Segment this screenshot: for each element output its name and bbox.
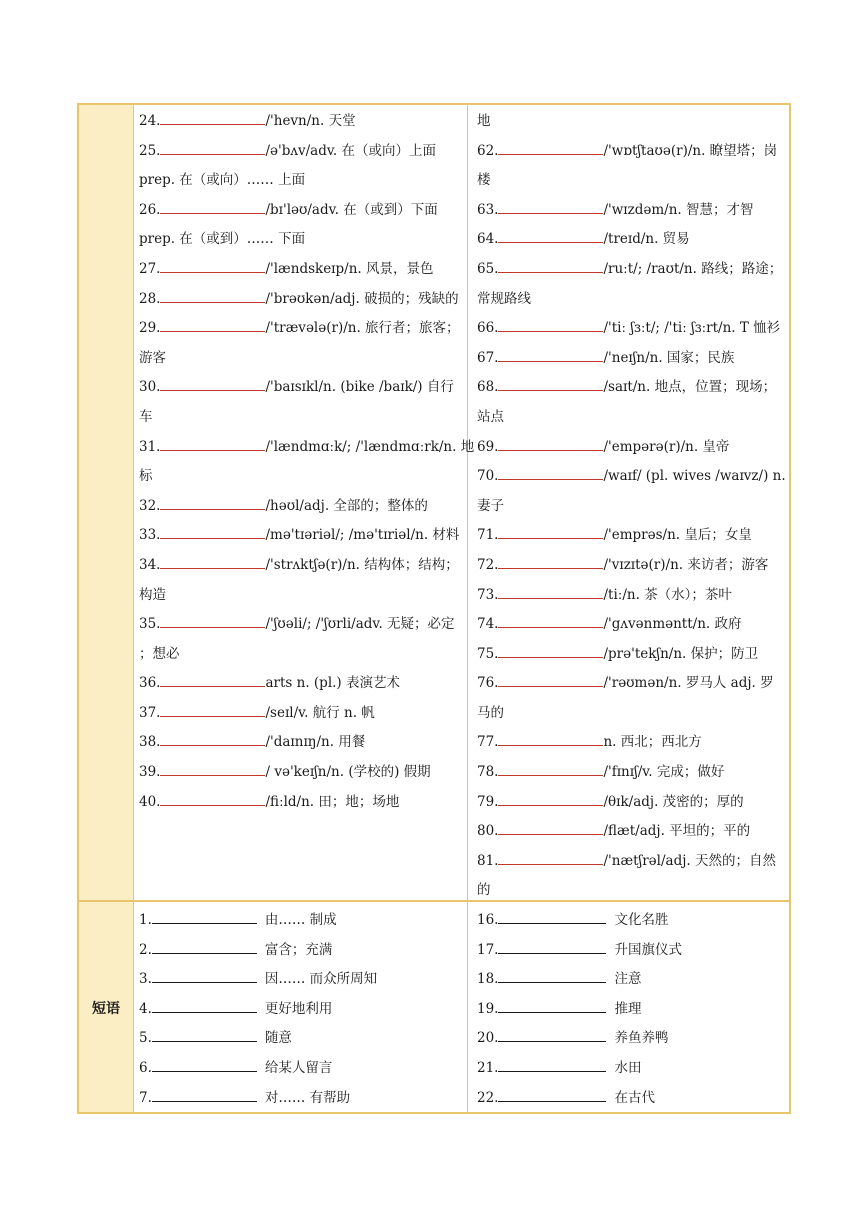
entry-number: 73.: [477, 586, 499, 603]
entry-text: 构造: [139, 586, 166, 603]
entry-line: [477, 995, 787, 1025]
entry-line: [139, 285, 461, 315]
entry-line: [139, 669, 461, 699]
answer-blank[interactable]: [152, 909, 257, 924]
entry-text: /waɪf/ (pl. wives /waɪvz/) n.: [603, 468, 786, 485]
answer-blank[interactable]: [498, 1087, 606, 1102]
entry-line: [139, 1054, 461, 1084]
entry-continuation: [139, 403, 461, 433]
entry-text: /'wɪzdəm/n. 智慧；才智: [603, 201, 754, 218]
entry-line: [477, 965, 787, 995]
entry-line: [139, 995, 461, 1025]
entry-line: [477, 758, 787, 788]
entry-continuation: [139, 344, 461, 374]
entry-number: 25.: [139, 142, 161, 159]
entry-number: 16.: [477, 912, 499, 928]
entry-line: [139, 1084, 461, 1114]
entry-number: 5.: [139, 1030, 152, 1047]
entry-line: [477, 1084, 787, 1114]
entry-text: /'daɪnɪŋ/n. 用餐: [265, 734, 366, 751]
entry-text: 游客: [139, 349, 166, 366]
entry-number: 65.: [477, 260, 499, 277]
answer-blank[interactable]: [498, 731, 603, 746]
answer-blank[interactable]: [152, 998, 257, 1013]
entry-text: /tiː/n. 茶（水）；茶叶: [603, 586, 732, 603]
entry-line: [477, 433, 787, 463]
entry-line: [477, 610, 787, 640]
entry-text: 随意: [264, 1030, 292, 1047]
entry-line: [477, 225, 787, 255]
answer-blank[interactable]: [498, 791, 603, 806]
entry-text: /'fɪnɪʃ/v. 完成；做好: [603, 764, 725, 781]
entry-text: 妻子: [477, 497, 504, 514]
entry-line: [477, 669, 787, 699]
entry-continuation: [477, 403, 787, 433]
answer-blank[interactable]: [160, 317, 265, 332]
answer-blank[interactable]: [498, 554, 603, 569]
entry-line: [477, 314, 787, 344]
answer-blank[interactable]: [160, 554, 265, 569]
entry-number: 20.: [477, 1030, 499, 1047]
entry-number: 69.: [477, 438, 499, 455]
entry-text: /fiːld/n. 田；地；场地: [265, 793, 400, 810]
entry-line: [139, 758, 461, 788]
entry-number: 76.: [477, 675, 499, 692]
entry-line: [477, 137, 787, 167]
entry-number: 40.: [139, 793, 161, 810]
entry-number: 3.: [139, 971, 152, 988]
entry-line: [477, 936, 787, 966]
entry-number: 34.: [139, 556, 161, 573]
entry-text: /'lændskeɪp/n. 风景，景色: [265, 260, 434, 277]
answer-blank[interactable]: [160, 258, 265, 273]
entry-number: 68.: [477, 379, 499, 396]
entry-text: /'gʌvənməntt/n. 政府: [603, 616, 742, 633]
entry-text: /'empərə(r)/n. 皇帝: [603, 438, 730, 455]
answer-blank[interactable]: [160, 672, 265, 687]
answer-blank[interactable]: [160, 613, 265, 628]
entry-line: [477, 1054, 787, 1084]
entry-text: 在古代: [614, 1089, 655, 1106]
entry-number: 63.: [477, 201, 499, 218]
answer-blank[interactable]: [160, 702, 265, 717]
entry-text: /prə'tekʃn/n. 保护；防卫: [603, 645, 759, 662]
entry-text: 水田: [614, 1059, 642, 1076]
entry-text: arts n. (pl.) 表演艺术: [265, 675, 400, 692]
entry-number: 35.: [139, 616, 161, 633]
entry-number: 81.: [477, 852, 499, 869]
entry-number: 64.: [477, 231, 499, 248]
entry-text: /treɪd/n. 贸易: [603, 231, 690, 248]
entry-text: /ə'bʌv/adv. 在（或向）上面: [265, 142, 436, 159]
entry-text: 更好地利用: [264, 1000, 333, 1017]
entry-continuation: [139, 225, 461, 255]
entry-text: /seɪl/v. 航行 n. 帆: [265, 704, 375, 721]
entry-line: [477, 847, 787, 877]
entry-text: /'trævələ(r)/n. 旅行者；旅客；: [265, 320, 460, 337]
phrase-section-label: 短语: [92, 1001, 120, 1017]
entry-line: [139, 788, 461, 818]
answer-blank[interactable]: [498, 672, 603, 687]
entry-text: 站点: [477, 408, 504, 425]
entry-line: [139, 255, 461, 285]
entry-text: /'strʌktʃə(r)/n. 结构体；结构；: [265, 556, 459, 573]
entry-number: 33.: [139, 527, 161, 544]
entry-line: [139, 936, 461, 966]
answer-blank[interactable]: [160, 761, 265, 776]
entry-text: 车: [139, 408, 153, 425]
answer-blank[interactable]: [498, 761, 603, 776]
entry-number: 22.: [477, 1089, 499, 1106]
answer-blank[interactable]: [498, 317, 603, 332]
entry-continuation: [139, 462, 461, 492]
entry-line: [477, 344, 787, 374]
entry-line: [139, 906, 461, 936]
phrase-left-column: [139, 906, 461, 1113]
entry-continuation: [477, 699, 787, 729]
entry-text: 文化名胜: [614, 912, 669, 928]
entry-line: [139, 699, 461, 729]
answer-blank[interactable]: [498, 584, 603, 599]
entry-line: [139, 728, 461, 758]
answer-blank[interactable]: [498, 643, 603, 658]
entry-line: [477, 1024, 787, 1054]
vocab-left-column: [139, 107, 475, 817]
phrase-right-column: [477, 906, 787, 1113]
entry-text: /bɪ'ləʊ/adv. 在（或到）下面: [265, 201, 438, 218]
entry-line: [477, 521, 787, 551]
entry-line: [139, 1024, 461, 1054]
entry-text: /mə'tɪəriəl/; /mə'tɪriəl/n. 材料: [265, 527, 460, 544]
entry-number: 4.: [139, 1000, 152, 1017]
entry-number: 79.: [477, 793, 499, 810]
answer-blank[interactable]: [498, 939, 606, 954]
entry-text: /'hevn/n. 天堂: [265, 113, 356, 129]
vocab-section-label: [79, 105, 133, 900]
entry-line: [477, 788, 787, 818]
entry-number: 80.: [477, 823, 499, 840]
entry-line: [477, 255, 787, 285]
answer-blank[interactable]: [498, 1027, 606, 1042]
entry-text: prep. 在（或向）…… 上面: [139, 172, 306, 189]
entry-text: /θɪk/adj. 茂密的；厚的: [603, 793, 744, 810]
entry-text: 推理: [614, 1000, 642, 1017]
answer-blank[interactable]: [160, 731, 265, 746]
entry-text: /'nætʃrəl/adj. 天然的；自然: [603, 852, 776, 869]
answer-blank[interactable]: [160, 199, 265, 214]
answer-blank[interactable]: [160, 288, 265, 303]
entry-continuation: [477, 107, 787, 137]
entry-number: 28.: [139, 290, 161, 307]
entry-text: /'brəʊkən/adj. 破损的；残缺的: [265, 290, 459, 307]
answer-blank[interactable]: [498, 436, 603, 451]
answer-blank[interactable]: [498, 1057, 606, 1072]
entry-number: 38.: [139, 734, 161, 751]
entry-number: 21.: [477, 1059, 499, 1076]
entry-continuation: [477, 285, 787, 315]
answer-blank[interactable]: [498, 968, 606, 983]
entry-number: 17.: [477, 941, 499, 958]
answer-blank[interactable]: [498, 820, 603, 835]
entry-continuation: [477, 492, 787, 522]
entry-number: 7.: [139, 1089, 152, 1106]
entry-number: 27.: [139, 260, 161, 277]
entry-text: /'ʃʊəli/; /'ʃʊrli/adv. 无疑；必定: [265, 616, 455, 633]
entry-number: 24.: [139, 113, 161, 129]
entry-line: [139, 196, 461, 226]
answer-blank[interactable]: [160, 524, 265, 539]
entry-number: 37.: [139, 704, 161, 721]
entry-number: 6.: [139, 1059, 152, 1076]
entry-number: 66.: [477, 320, 499, 337]
answer-blank[interactable]: [498, 199, 603, 214]
answer-blank[interactable]: [498, 228, 603, 243]
entry-text: /'emprəs/n. 皇后；女皇: [603, 527, 752, 544]
answer-blank[interactable]: [498, 850, 603, 865]
entry-text: 地: [477, 113, 491, 129]
answer-blank[interactable]: [160, 791, 265, 806]
answer-blank[interactable]: [498, 258, 603, 273]
entry-line: [477, 906, 787, 936]
entry-line: [477, 462, 787, 492]
answer-blank[interactable]: [160, 436, 265, 451]
entry-line: [139, 107, 461, 137]
entry-text: /'baɪsɪkl/n. (bike /baɪk/) 自行: [265, 379, 454, 396]
entry-continuation: [139, 581, 461, 611]
entry-number: 77.: [477, 734, 499, 751]
answer-blank[interactable]: [160, 376, 265, 391]
entry-number: 67.: [477, 349, 499, 366]
entry-text: 标: [139, 468, 153, 485]
entry-number: 2.: [139, 941, 152, 958]
answer-blank[interactable]: [498, 347, 603, 362]
entry-text: 养鱼养鸭: [614, 1030, 669, 1047]
answer-blank[interactable]: [498, 998, 606, 1013]
entry-text: 因…… 而众所周知: [264, 971, 378, 988]
entry-number: 78.: [477, 764, 499, 781]
entry-number: 72.: [477, 556, 499, 573]
answer-blank[interactable]: [498, 140, 603, 155]
entry-continuation: [139, 640, 461, 670]
answer-blank[interactable]: [160, 110, 265, 125]
vocab-table: [77, 103, 791, 1114]
entry-text: prep. 在（或到）…… 下面: [139, 231, 306, 248]
entry-text: /həʊl/adj. 全部的；整体的: [265, 497, 428, 514]
entry-line: [477, 817, 787, 847]
entry-text: 升国旗仪式: [614, 941, 682, 958]
entry-number: 26.: [139, 201, 161, 218]
entry-text: 楼: [477, 172, 491, 189]
entry-line: [477, 640, 787, 670]
entry-text: 由…… 制成: [264, 912, 337, 928]
answer-blank[interactable]: [498, 524, 603, 539]
answer-blank[interactable]: [152, 939, 257, 954]
answer-blank[interactable]: [498, 465, 603, 480]
entry-line: [477, 551, 787, 581]
entry-text: 的: [477, 882, 491, 899]
entry-number: 39.: [139, 764, 161, 781]
entry-number: 36.: [139, 675, 161, 692]
entry-line: [139, 314, 461, 344]
entry-number: 74.: [477, 616, 499, 633]
entry-text: /'rəʊmən/n. 罗马人 adj. 罗: [603, 675, 774, 692]
entry-number: 30.: [139, 379, 161, 396]
entry-text: ；想必: [139, 645, 180, 662]
entry-number: 1.: [139, 912, 152, 928]
entry-text: /'lændmɑːk/; /'lændmɑːrk/n. 地: [265, 438, 475, 455]
answer-blank[interactable]: [152, 968, 257, 983]
entry-number: 75.: [477, 645, 499, 662]
entry-text: /'vɪzɪtə(r)/n. 来访者；游客: [603, 556, 769, 573]
entry-number: 31.: [139, 438, 161, 455]
entry-line: [139, 551, 461, 581]
answer-blank[interactable]: [498, 613, 603, 628]
entry-continuation: [139, 166, 461, 196]
entry-text: 常规路线: [477, 290, 531, 307]
entry-line: [477, 728, 787, 758]
entry-line: [139, 521, 461, 551]
column-divider: [467, 105, 468, 1112]
answer-blank[interactable]: [152, 1087, 257, 1102]
entry-number: 62.: [477, 142, 499, 159]
entry-text: /'wɒtʃtaʊə(r)/n. 瞭望塔；岗: [603, 142, 778, 159]
entry-line: [139, 433, 475, 463]
entry-text: /ruːt/; /raʊt/n. 路线；路途；: [603, 260, 783, 277]
entry-continuation: [477, 166, 787, 196]
answer-blank[interactable]: [160, 140, 265, 155]
entry-number: 71.: [477, 527, 499, 544]
entry-number: 70.: [477, 468, 499, 485]
entry-text: n. 西北；西北方: [603, 734, 702, 751]
entry-continuation: [477, 876, 787, 906]
answer-blank[interactable]: [152, 1027, 257, 1042]
entry-line: [139, 137, 461, 167]
answer-blank[interactable]: [160, 495, 265, 510]
entry-line: [139, 610, 461, 640]
entry-line: [477, 373, 787, 403]
entry-number: 18.: [477, 971, 499, 988]
answer-blank[interactable]: [498, 376, 603, 391]
entry-text: /flæt/adj. 平坦的；平的: [603, 823, 751, 840]
entry-text: 给某人留言: [264, 1059, 333, 1076]
vocab-right-column: [477, 107, 787, 906]
answer-blank[interactable]: [498, 909, 606, 924]
entry-line: [139, 373, 461, 403]
entry-line: [139, 492, 461, 522]
entry-text: 注意: [614, 971, 642, 988]
entry-text: /'neɪʃn/n. 国家；民族: [603, 349, 735, 366]
entry-text: / və'keɪʃn/n. (学校的) 假期: [265, 764, 431, 781]
entry-line: [139, 965, 461, 995]
entry-line: [477, 581, 787, 611]
entry-text: 对…… 有帮助: [264, 1089, 351, 1106]
entry-line: [477, 196, 787, 226]
entry-number: 32.: [139, 497, 161, 514]
entry-number: 19.: [477, 1000, 499, 1017]
answer-blank[interactable]: [152, 1057, 257, 1072]
entry-text: /saɪt/n. 地点，位置；现场；: [603, 379, 777, 396]
entry-text: 富含；充满: [264, 941, 333, 958]
entry-number: 29.: [139, 320, 161, 337]
entry-text: 马的: [477, 704, 504, 721]
entry-text: /'tiː ʃɜːt/; /'tiː ʃɜːrt/n. T 恤衫: [603, 320, 781, 337]
